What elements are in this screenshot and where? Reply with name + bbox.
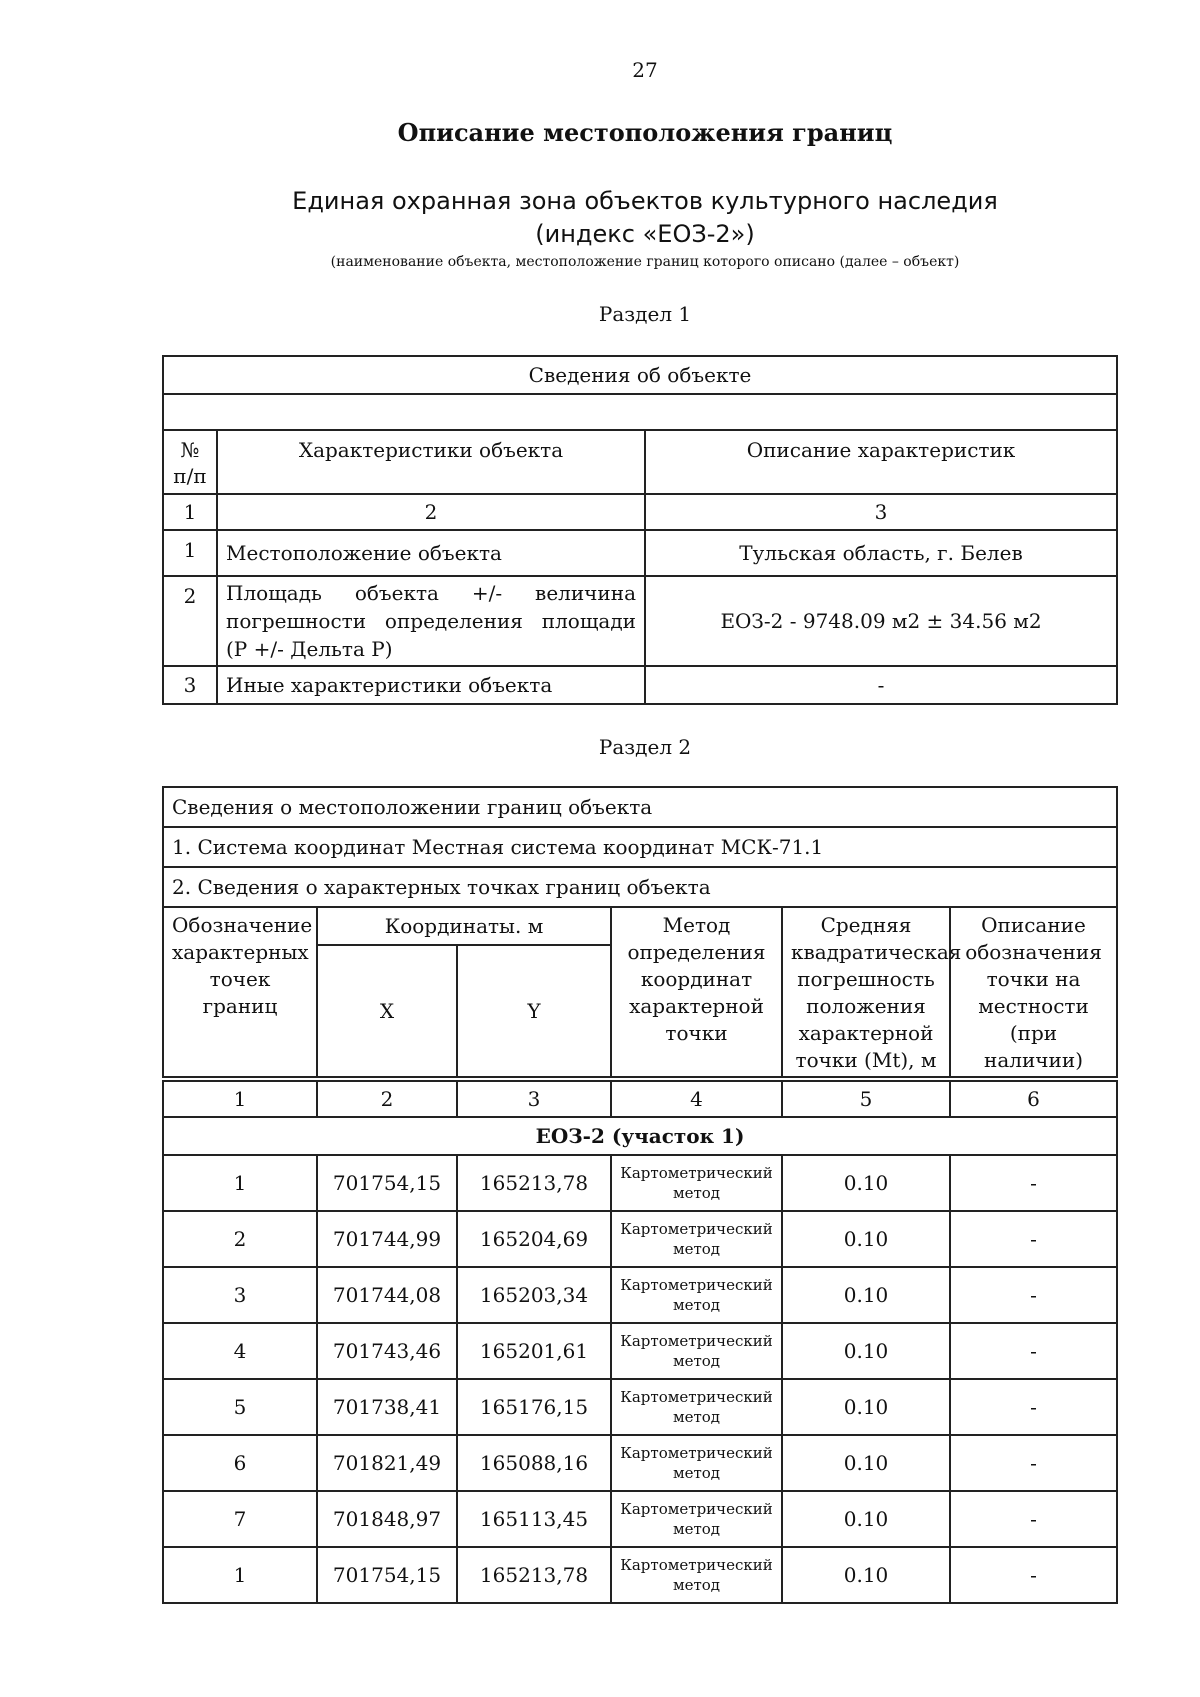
point-id: 6: [163, 1435, 317, 1491]
point-desc: -: [950, 1323, 1117, 1379]
col-number: 3: [645, 494, 1117, 530]
group-label: ЕОЗ-2 (участок 1): [163, 1117, 1117, 1155]
point-desc: -: [950, 1547, 1117, 1603]
point-method: Картометрический метод: [611, 1435, 782, 1491]
table-row: [163, 1379, 1117, 1435]
points-title: 2. Сведения о характерных точках границ объекта: [163, 867, 1117, 907]
point-x: 701744,99: [317, 1211, 457, 1267]
point-x: 701754,15: [317, 1547, 457, 1603]
point-mt: 0.10: [782, 1491, 950, 1547]
point-method: Картометрический метод: [611, 1267, 782, 1323]
col-header-description: Описание характеристик: [645, 430, 1117, 494]
point-x: 701821,49: [317, 1435, 457, 1491]
point-mt: 0.10: [782, 1211, 950, 1267]
point-y: 165113,45: [457, 1491, 611, 1547]
header-x: X: [317, 945, 457, 1077]
point-mt: 0.10: [782, 1379, 950, 1435]
table-row: [163, 1323, 1117, 1379]
object-info-title: Сведения об объекте: [163, 356, 1117, 394]
object-name-line2: (индекс «ЕОЗ-2»): [535, 220, 755, 248]
point-y: 165176,15: [457, 1379, 611, 1435]
object-caption: (наименование объекта, местоположение границ которого описано (далее – объект): [330, 254, 960, 270]
row-num: 2: [163, 576, 217, 666]
header-coords: Координаты. м: [317, 907, 611, 945]
row-characteristic: Иные характеристики объекта: [217, 666, 645, 704]
row-num: 1: [163, 530, 217, 576]
col-number: 1: [163, 494, 217, 530]
table-row: [163, 1491, 1117, 1547]
col-number: 6: [950, 1081, 1117, 1117]
boundary-points-table: [162, 786, 1118, 1604]
coordinate-system: 1. Система координат Местная система координат МСК-71.1: [163, 827, 1117, 867]
col-header-characteristic: Характеристики объекта: [217, 430, 645, 494]
point-y: 165204,69: [457, 1211, 611, 1267]
header-method: Метод определения координат характерной точки: [611, 907, 782, 1077]
point-y: 165213,78: [457, 1547, 611, 1603]
header-y: Y: [457, 945, 611, 1077]
table-row: [163, 1547, 1117, 1603]
header-error: Средняя квадратическая погрешность положения характерной точки (Mt), м: [782, 907, 950, 1077]
table-row: [163, 1155, 1117, 1211]
point-method: Картометрический метод: [611, 1547, 782, 1603]
row-characteristic: Местоположение объекта: [217, 530, 645, 576]
point-x: 701738,41: [317, 1379, 457, 1435]
row-num: 3: [163, 666, 217, 704]
point-mt: 0.10: [782, 1435, 950, 1491]
area-characteristic-text: Площадь объекта +/- величина погрешности определения площади: [226, 581, 636, 633]
point-desc: -: [950, 1155, 1117, 1211]
col-number: 1: [163, 1081, 317, 1117]
point-desc: -: [950, 1211, 1117, 1267]
point-method: Картометрический метод: [611, 1323, 782, 1379]
point-mt: 0.10: [782, 1155, 950, 1211]
point-desc: -: [950, 1267, 1117, 1323]
boundary-table-title: Сведения о местоположении границ объекта: [163, 787, 1117, 827]
page-number: 27: [632, 58, 658, 82]
point-id: 1: [163, 1547, 317, 1603]
table-row: [163, 1435, 1117, 1491]
document-title: Описание местоположения границ: [397, 118, 893, 147]
row-characteristic-area: [217, 576, 645, 666]
point-mt: 0.10: [782, 1547, 950, 1603]
point-id: 1: [163, 1155, 317, 1211]
point-method: Картометрический метод: [611, 1379, 782, 1435]
point-desc: -: [950, 1435, 1117, 1491]
empty-row: [163, 394, 1117, 430]
col-header-num: № п/п: [163, 430, 217, 494]
point-y: 165213,78: [457, 1155, 611, 1211]
point-mt: 0.10: [782, 1267, 950, 1323]
point-x: 701744,08: [317, 1267, 457, 1323]
col-number: 3: [457, 1081, 611, 1117]
point-method: Картометрический метод: [611, 1155, 782, 1211]
header-desc: Описание обозначения точки на местности (при наличии): [950, 907, 1117, 1077]
point-x: 701743,46: [317, 1323, 457, 1379]
object-info-table: [162, 355, 1118, 705]
row-description: Тульская область, г. Белев: [645, 530, 1117, 576]
point-x: 701754,15: [317, 1155, 457, 1211]
point-desc: -: [950, 1491, 1117, 1547]
header-point: Обозначение характерных точек границ: [163, 907, 317, 1077]
point-mt: 0.10: [782, 1323, 950, 1379]
row-description: ЕОЗ-2 - 9748.09 м2 ± 34.56 м2: [645, 576, 1117, 666]
col-number: 2: [317, 1081, 457, 1117]
point-desc: -: [950, 1379, 1117, 1435]
point-x: 701848,97: [317, 1491, 457, 1547]
section1-title: Раздел 1: [598, 302, 692, 326]
table-row: [163, 1211, 1117, 1267]
point-method: Картометрический метод: [611, 1491, 782, 1547]
point-y: 165201,61: [457, 1323, 611, 1379]
point-y: 165203,34: [457, 1267, 611, 1323]
point-id: 7: [163, 1491, 317, 1547]
col-number: 4: [611, 1081, 782, 1117]
point-id: 2: [163, 1211, 317, 1267]
point-id: 3: [163, 1267, 317, 1323]
table-row: [163, 1267, 1117, 1323]
point-id: 5: [163, 1379, 317, 1435]
object-name-line1: Единая охранная зона объектов культурного наследия: [292, 187, 998, 215]
point-y: 165088,16: [457, 1435, 611, 1491]
area-characteristic-formula: (P +/- Дельта P): [226, 637, 393, 661]
section2-title: Раздел 2: [598, 735, 692, 759]
col-number: 5: [782, 1081, 950, 1117]
point-method: Картометрический метод: [611, 1211, 782, 1267]
row-description: -: [645, 666, 1117, 704]
col-number: 2: [217, 494, 645, 530]
point-id: 4: [163, 1323, 317, 1379]
